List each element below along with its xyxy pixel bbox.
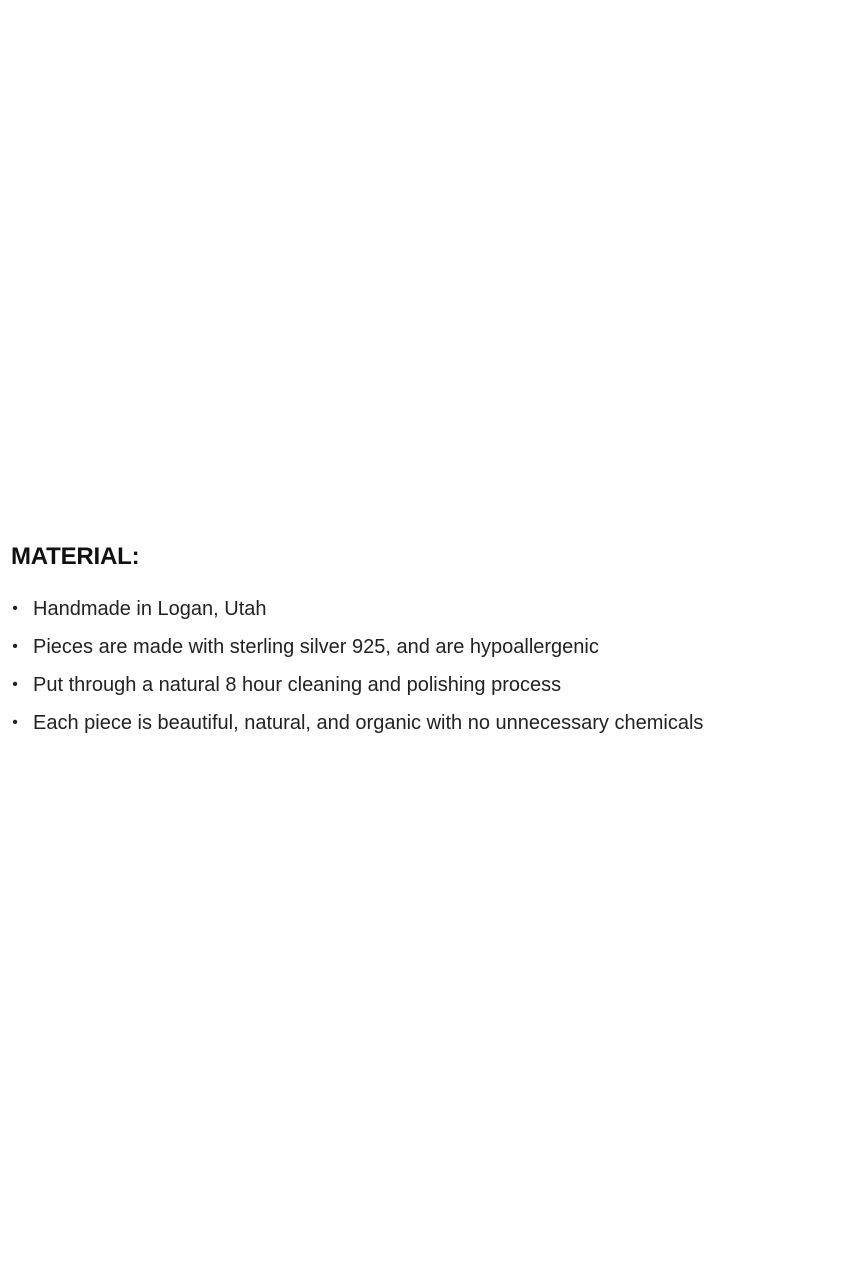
bullet-icon: •	[12, 676, 18, 693]
material-list-item	[11, 666, 847, 704]
material-list	[11, 590, 847, 742]
bullet-icon: •	[12, 600, 18, 617]
material-list-item	[11, 590, 847, 628]
material-list-item	[11, 628, 847, 666]
bullet-icon: •	[12, 638, 18, 655]
material-item-text: Each piece is beautiful, natural, and organic with no unnecessary chemicals	[33, 712, 704, 734]
material-section	[11, 540, 847, 742]
material-item-text: Put through a natural 8 hour cleaning and polishing process	[33, 674, 562, 696]
material-item-text: Handmade in Logan, Utah	[33, 598, 267, 620]
bullet-icon: •	[12, 714, 18, 731]
material-list-item	[11, 704, 847, 742]
material-heading: MATERIAL:	[11, 543, 140, 570]
material-item-text: Pieces are made with sterling silver 925, and are hypoallergenic	[33, 636, 599, 658]
